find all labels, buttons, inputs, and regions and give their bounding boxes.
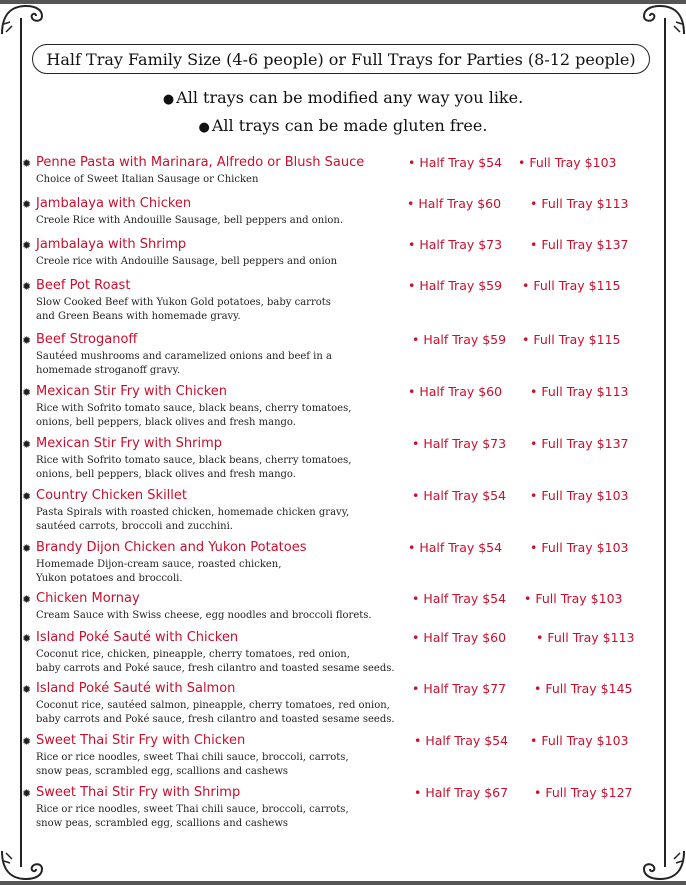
full-tray-price: • Full Tray $145 xyxy=(534,681,633,696)
full-tray-price: • Full Tray $137 xyxy=(530,436,629,451)
full-tray-price: • Full Tray $103 xyxy=(524,591,623,606)
item-description-line: Rice or rice noodles, sweet Thai chili sauce, broccoli, carrots, xyxy=(36,752,349,763)
item-description-line: Yukon potatoes and broccoli. xyxy=(36,573,183,584)
starburst-bullet-icon: ✹ xyxy=(22,735,32,748)
half-tray-price: • Half Tray $59 xyxy=(408,278,503,293)
full-tray-price: • Full Tray $115 xyxy=(522,332,621,347)
item-description-line: Rice or rice noodles, sweet Thai chili sauce, broccoli, carrots, xyxy=(36,804,349,815)
starburst-bullet-icon: ✹ xyxy=(22,683,32,696)
bullet-icon: ● xyxy=(162,92,175,107)
item-name: Sweet Thai Stir Fry with Shrimp xyxy=(36,785,241,800)
note-gluten-free xyxy=(0,116,686,135)
full-tray-price: • Full Tray $115 xyxy=(522,278,621,293)
note-modify xyxy=(0,88,686,107)
full-tray-price: • Full Tray $103 xyxy=(530,488,629,503)
item-description-line: Homemade Dijon-cream sauce, roasted chicken, xyxy=(36,559,282,570)
item-description xyxy=(36,506,426,534)
item-name: Country Chicken Skillet xyxy=(36,488,187,503)
item-name: Brandy Dijon Chicken and Yukon Potatoes xyxy=(36,540,307,555)
half-tray-price: • Half Tray $73 xyxy=(412,436,507,451)
corner-ornament-icon xyxy=(640,2,686,36)
item-description-line: Slow Cooked Beef with Yukon Gold potatoes, baby carrots xyxy=(36,297,331,308)
item-description xyxy=(36,609,426,623)
corner-ornament-icon xyxy=(0,2,46,36)
item-description xyxy=(36,296,426,324)
item-name: Mexican Stir Fry with Shrimp xyxy=(36,436,222,451)
item-description-line: onions, bell peppers, black olives and fresh mango. xyxy=(36,469,296,480)
item-name: Jambalaya with Shrimp xyxy=(36,237,187,252)
full-tray-price: • Full Tray $127 xyxy=(534,785,633,800)
item-name: Penne Pasta with Marinara, Alfredo or Blush Sauce xyxy=(36,155,365,170)
item-description xyxy=(36,558,426,586)
starburst-bullet-icon: ✹ xyxy=(22,239,32,252)
starburst-bullet-icon: ✹ xyxy=(22,157,32,170)
item-description-line: and Green Beans with homemade gravy. xyxy=(36,311,241,322)
full-tray-price: • Full Tray $103 xyxy=(530,540,629,555)
item-description xyxy=(36,454,426,482)
item-description xyxy=(36,214,426,228)
note-text: All trays can be modified any way you like. xyxy=(176,88,524,107)
item-name: Beef Stroganoff xyxy=(36,332,138,347)
item-name: Chicken Mornay xyxy=(36,591,140,606)
item-description-line: Sautéed mushrooms and caramelized onions and beef in a xyxy=(36,351,332,362)
item-description-line: Rice with Sofrito tomato sauce, black beans, cherry tomatoes, xyxy=(36,403,352,414)
item-description-line: baby carrots and Poké sauce, fresh cilantro and toasted sesame seeds. xyxy=(36,714,395,725)
starburst-bullet-icon: ✹ xyxy=(22,542,32,555)
full-tray-price: • Full Tray $103 xyxy=(530,733,629,748)
starburst-bullet-icon: ✹ xyxy=(22,280,32,293)
item-description-line: Coconut rice, chicken, pineapple, cherry tomatoes, red onion, xyxy=(36,649,350,660)
starburst-bullet-icon: ✹ xyxy=(22,438,32,451)
starburst-bullet-icon: ✹ xyxy=(22,787,32,800)
item-description xyxy=(36,648,426,676)
item-description-line: homemade stroganoff gravy. xyxy=(36,365,181,376)
item-description-line: Creole Rice with Andouille Sausage, bell peppers and onion. xyxy=(36,215,344,226)
starburst-bullet-icon: ✹ xyxy=(22,198,32,211)
half-tray-price: • Half Tray $54 xyxy=(414,733,509,748)
half-tray-price: • Half Tray $73 xyxy=(408,237,503,252)
full-tray-price: • Full Tray $113 xyxy=(536,630,635,645)
item-description xyxy=(36,173,426,187)
half-tray-price: • Half Tray $54 xyxy=(408,540,503,555)
full-tray-price: • Full Tray $113 xyxy=(530,196,629,211)
item-description xyxy=(36,751,426,779)
item-description-line: snow peas, scrambled egg, scallions and cashews xyxy=(36,818,289,829)
item-description-line: Choice of Sweet Italian Sausage or Chicken xyxy=(36,174,259,185)
starburst-bullet-icon: ✹ xyxy=(22,490,32,503)
item-name: Jambalaya with Chicken xyxy=(36,196,192,211)
item-name: Mexican Stir Fry with Chicken xyxy=(36,384,228,399)
half-tray-price: • Half Tray $60 xyxy=(412,630,507,645)
item-description xyxy=(36,255,426,269)
half-tray-price: • Half Tray $60 xyxy=(408,384,503,399)
item-name: Island Poké Sauté with Chicken xyxy=(36,630,239,645)
item-description-line: Pasta Spirals with roasted chicken, homemade chicken gravy, xyxy=(36,507,350,518)
item-description-line: Rice with Sofrito tomato sauce, black beans, cherry tomatoes, xyxy=(36,455,352,466)
top-frame-bar xyxy=(0,0,686,4)
item-name: Sweet Thai Stir Fry with Chicken xyxy=(36,733,246,748)
half-tray-price: • Half Tray $59 xyxy=(412,332,507,347)
bullet-icon: ● xyxy=(198,120,210,135)
item-description-line: baby carrots and Poké sauce, fresh cilantro and toasted sesame seeds. xyxy=(36,663,395,674)
starburst-bullet-icon: ✹ xyxy=(22,386,32,399)
note-text: All trays can be made gluten free. xyxy=(211,116,488,135)
starburst-bullet-icon: ✹ xyxy=(22,334,32,347)
half-tray-price: • Half Tray $54 xyxy=(412,488,507,503)
full-tray-price: • Full Tray $113 xyxy=(530,384,629,399)
bottom-frame-bar xyxy=(0,881,686,885)
half-tray-price: • Half Tray $54 xyxy=(408,155,503,170)
item-description-line: Coconut rice, sautéed salmon, pineapple, cherry tomatoes, red onion, xyxy=(36,700,390,711)
item-description-line: Creole rice with Andouille Sausage, bell peppers and onion xyxy=(36,256,338,267)
half-tray-price: • Half Tray $60 xyxy=(407,196,502,211)
half-tray-price: • Half Tray $67 xyxy=(414,785,509,800)
item-description-line: snow peas, scrambled egg, scallions and cashews xyxy=(36,766,289,777)
item-description xyxy=(36,803,426,831)
half-tray-price: • Half Tray $77 xyxy=(412,681,507,696)
item-description xyxy=(36,402,426,430)
starburst-bullet-icon: ✹ xyxy=(22,593,32,606)
full-tray-price: • Full Tray $137 xyxy=(530,237,629,252)
starburst-bullet-icon: ✹ xyxy=(22,632,32,645)
corner-ornament-icon xyxy=(0,849,46,883)
corner-ornament-icon xyxy=(640,849,686,883)
item-description-line: onions, bell peppers, black olives and fresh mango. xyxy=(36,417,296,428)
page-title: Half Tray Family Size (4-6 people) or Full Trays for Parties (8-12 people) xyxy=(32,44,650,74)
item-description-line: Cream Sauce with Swiss cheese, egg noodles and broccoli florets. xyxy=(36,610,372,621)
item-description-line: sautéed carrots, broccoli and zucchini. xyxy=(36,521,233,532)
full-tray-price: • Full Tray $103 xyxy=(518,155,617,170)
item-description xyxy=(36,350,426,378)
half-tray-price: • Half Tray $54 xyxy=(412,591,507,606)
item-name: Island Poké Sauté with Salmon xyxy=(36,681,236,696)
item-description xyxy=(36,699,426,727)
item-name: Beef Pot Roast xyxy=(36,278,131,293)
